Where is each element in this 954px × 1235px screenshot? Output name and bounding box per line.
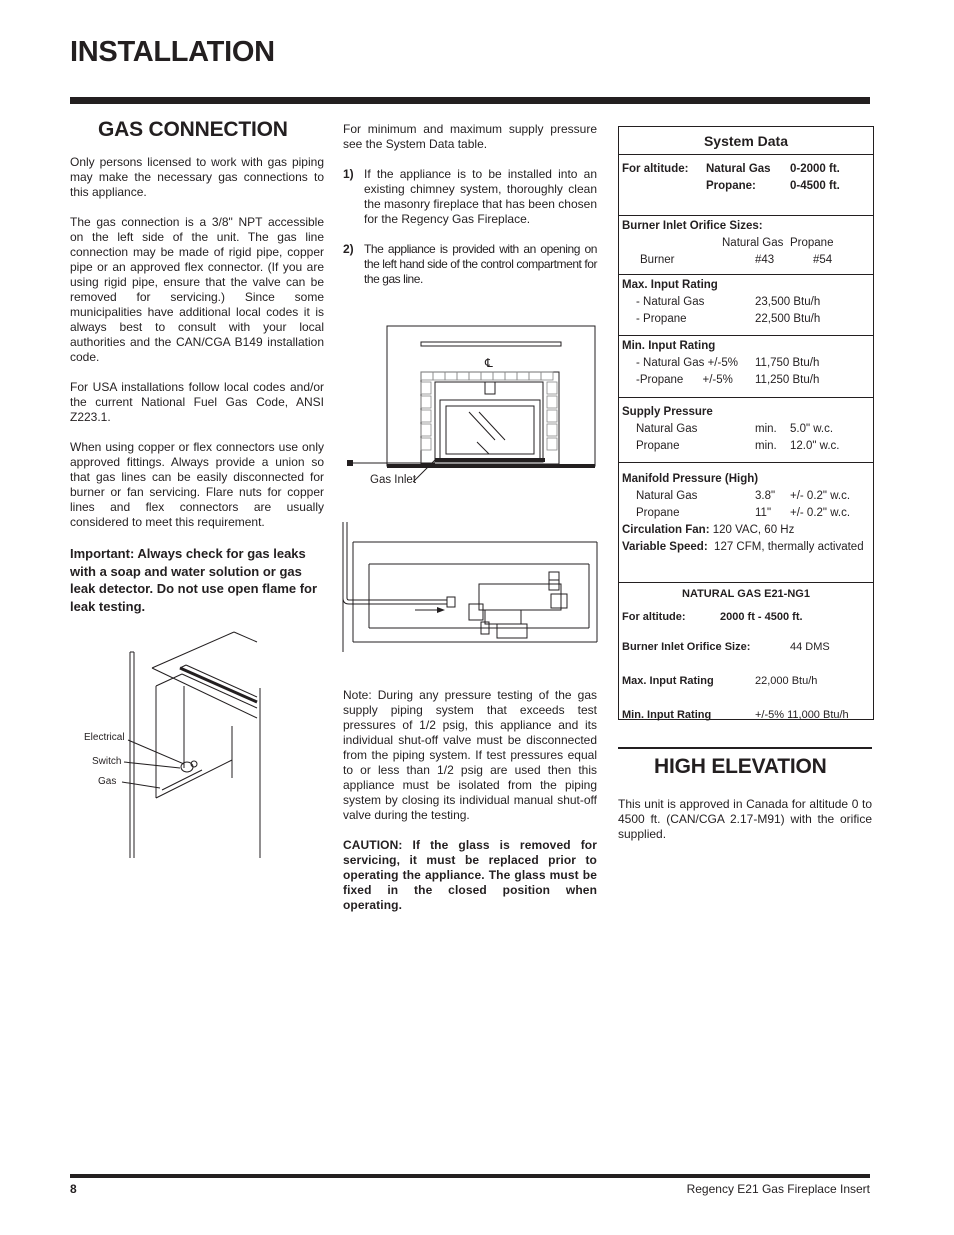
min-input-label: Min. Input Rating: [622, 340, 716, 352]
footer-document-name: Regency E21 Gas Fireplace Insert: [686, 1182, 870, 1196]
max-lp-label: - Propane: [636, 313, 687, 325]
front-view-drawing: [343, 324, 597, 494]
supply-lp-min: min.: [755, 440, 777, 452]
label-electrical: Electrical: [84, 732, 125, 743]
centerline-symbol: ℄: [485, 356, 493, 370]
supply-ng-value: 5.0" w.c.: [790, 423, 834, 435]
important-warning: Important: Always check for gas leaks with a soap and water solution or gas leak detector. Do not use open flame for leak testing.: [70, 546, 318, 614]
header-rule: [70, 97, 870, 104]
footer-rule: [70, 1174, 870, 1178]
fan-label: Circulation Fan:: [622, 524, 710, 536]
ng-min-label: Min. Input Rating: [622, 709, 712, 721]
burner-ng: #43: [755, 254, 775, 266]
paragraph-connection: The gas connection is a 3/8" NPT accessible on the left side of the unit. The gas line connection may be made of rigid pipe, copper pipe or an approved flex connector. (If you are using rigid pipe, ensure that the valve can be removed for servicing.) Since some municipalities have additional local codes it is always best to consult with your local authorities and the CAN/CGA B149 installation code.: [70, 215, 324, 364]
orifice-col-lp: Propane: [790, 237, 834, 249]
burner-label: Burner: [640, 254, 675, 266]
orifice-label: Burner Inlet Orifice Sizes:: [622, 220, 763, 232]
min-lp-value: 11,250 Btu/h: [755, 374, 820, 386]
label-gas: Gas: [98, 776, 117, 787]
supply-lp-label: Propane: [636, 440, 680, 452]
ng-min-value: +/-5% 11,000 Btu/h: [755, 709, 849, 721]
min-lp-label: -Propane +/-5%: [636, 374, 733, 386]
label-switch: Switch: [92, 756, 122, 767]
ng-altitude-value: 2000 ft - 4500 ft.: [720, 611, 803, 623]
high-elevation-rule: [618, 747, 872, 749]
supply-pressure-section: [619, 398, 873, 463]
system-data-table: [618, 126, 874, 720]
valve-compartment-drawing: [339, 518, 601, 652]
min-input-section: [619, 336, 873, 398]
ng-e21-title: NATURAL GAS E21-NG1: [682, 588, 810, 600]
paragraph-licensed: Only persons licensed to work with gas piping may make the necessary gas connections to this appliance.: [70, 155, 324, 199]
gas-connection-section: [70, 118, 324, 615]
side-view-figure: [82, 628, 262, 863]
paragraph-usa: For USA installations follow local codes and/or the current National Fuel Gas Code, ANSI Z223.1.: [70, 380, 324, 424]
supply-ng-min: min.: [755, 423, 777, 435]
max-ng-label: - Natural Gas: [636, 296, 705, 308]
step-2-number: 2): [343, 242, 354, 256]
side-view-drawing: [82, 628, 262, 863]
max-input-section: [619, 275, 873, 336]
manifold-label: Manifold Pressure (High): [622, 473, 759, 485]
altitude-section: [619, 155, 873, 216]
ng-orifice-label: Burner Inlet Orifice Size:: [622, 641, 751, 653]
supply-pressure-intro: For minimum and maximum supply pressure see the System Data table.: [343, 122, 597, 151]
step-2: [343, 242, 597, 287]
step-1-text: If the appliance is to be installed into an existing chimney system, thoroughly clean the masonry fireplace that has been chosen for the Regency Gas Fireplace.: [364, 167, 597, 226]
natural-gas-e21-section: [619, 583, 873, 721]
page-number: 8: [70, 1182, 77, 1196]
speed-label: Variable Speed:: [622, 541, 708, 553]
manifold-ng-tolerance: +/- 0.2" w.c.: [790, 490, 851, 502]
altitude-ng-range: 0-2000 ft.: [790, 163, 840, 175]
supply-ng-label: Natural Gas: [636, 423, 698, 435]
system-data-title: System Data: [619, 127, 873, 155]
max-input-label: Max. Input Rating: [622, 279, 718, 291]
altitude-label: For altitude:: [622, 163, 689, 175]
orifice-col-ng: Natural Gas: [722, 237, 784, 249]
front-view-figure: [343, 324, 597, 494]
label-gas-inlet: Gas Inlet: [370, 474, 417, 486]
step-1-number: 1): [343, 167, 354, 181]
manifold-lp-value: 11": [755, 507, 772, 519]
step-1: [343, 167, 597, 227]
note-text: Note: During any pressure testing of the gas supply piping system that exceeds test pressures of 1/2 psig, this appliance and its individual shut-off valve must be disconnected from the piping system. If test pressures equal to or less than 1/2 psig are used then this appliance must be isolated from the piping system by closing its individual manual shut-off valve during the testing.: [343, 688, 597, 822]
supply-pressure-label: Supply Pressure: [622, 406, 713, 418]
high-elevation-heading: HIGH ELEVATION: [654, 755, 827, 778]
speed-value: 127 CFM, thermally activated: [714, 541, 864, 553]
high-elevation-text: This unit is approved in Canada for altitude 0 to 4500 ft. (CAN/CGA 2.17-M91) with the orifice supplied.: [618, 797, 872, 841]
pressure-steps-section: [343, 122, 597, 302]
caution-text: CAUTION: If the glass is removed for servicing, it must be replaced prior to operating the appliance. The glass must be fixed in the closed position when operating.: [343, 838, 597, 912]
ng-orifice-value: 44 DMS: [790, 641, 830, 653]
manifold-lp-label: Propane: [636, 507, 680, 519]
ng-max-value: 22,000 Btu/h: [755, 675, 818, 687]
manifold-ng-label: Natural Gas: [636, 490, 698, 502]
burner-lp: #54: [813, 254, 833, 266]
step-2-text: The appliance is provided with an opening on the left hand side of the control compartment for the gas line.: [364, 242, 597, 286]
altitude-ng: Natural Gas: [706, 163, 771, 175]
valve-compartment-figure: [339, 518, 601, 652]
altitude-lp: Propane:: [706, 180, 756, 192]
altitude-lp-range: 0-4500 ft.: [790, 180, 840, 192]
page-title: INSTALLATION: [70, 36, 275, 68]
manifold-section: [619, 463, 873, 583]
fan-value: 120 VAC, 60 Hz: [712, 524, 795, 536]
supply-lp-value: 12.0" w.c.: [790, 440, 840, 452]
min-ng-value: 11,750 Btu/h: [755, 357, 820, 369]
min-ng-label: - Natural Gas +/-5%: [636, 357, 738, 369]
max-ng-value: 23,500 Btu/h: [755, 296, 821, 308]
gas-connection-heading: GAS CONNECTION: [98, 118, 288, 141]
manifold-ng-value: 3.8": [755, 490, 776, 502]
orifice-section: [619, 216, 873, 275]
ng-max-label: Max. Input Rating: [622, 675, 714, 687]
manifold-lp-tolerance: +/- 0.2" w.c.: [790, 507, 851, 519]
ng-altitude-label: For altitude:: [622, 611, 686, 623]
pressure-testing-note: [343, 688, 597, 928]
paragraph-copper: When using copper or flex connectors use only approved fittings. Always provide a union so that gas lines can be easily disconnected for burner or fan servicing. Flare nuts for copper lines and flex connectors are usually considered to meet this requirement.: [70, 440, 324, 529]
max-lp-value: 22,500 Btu/h: [755, 313, 821, 325]
